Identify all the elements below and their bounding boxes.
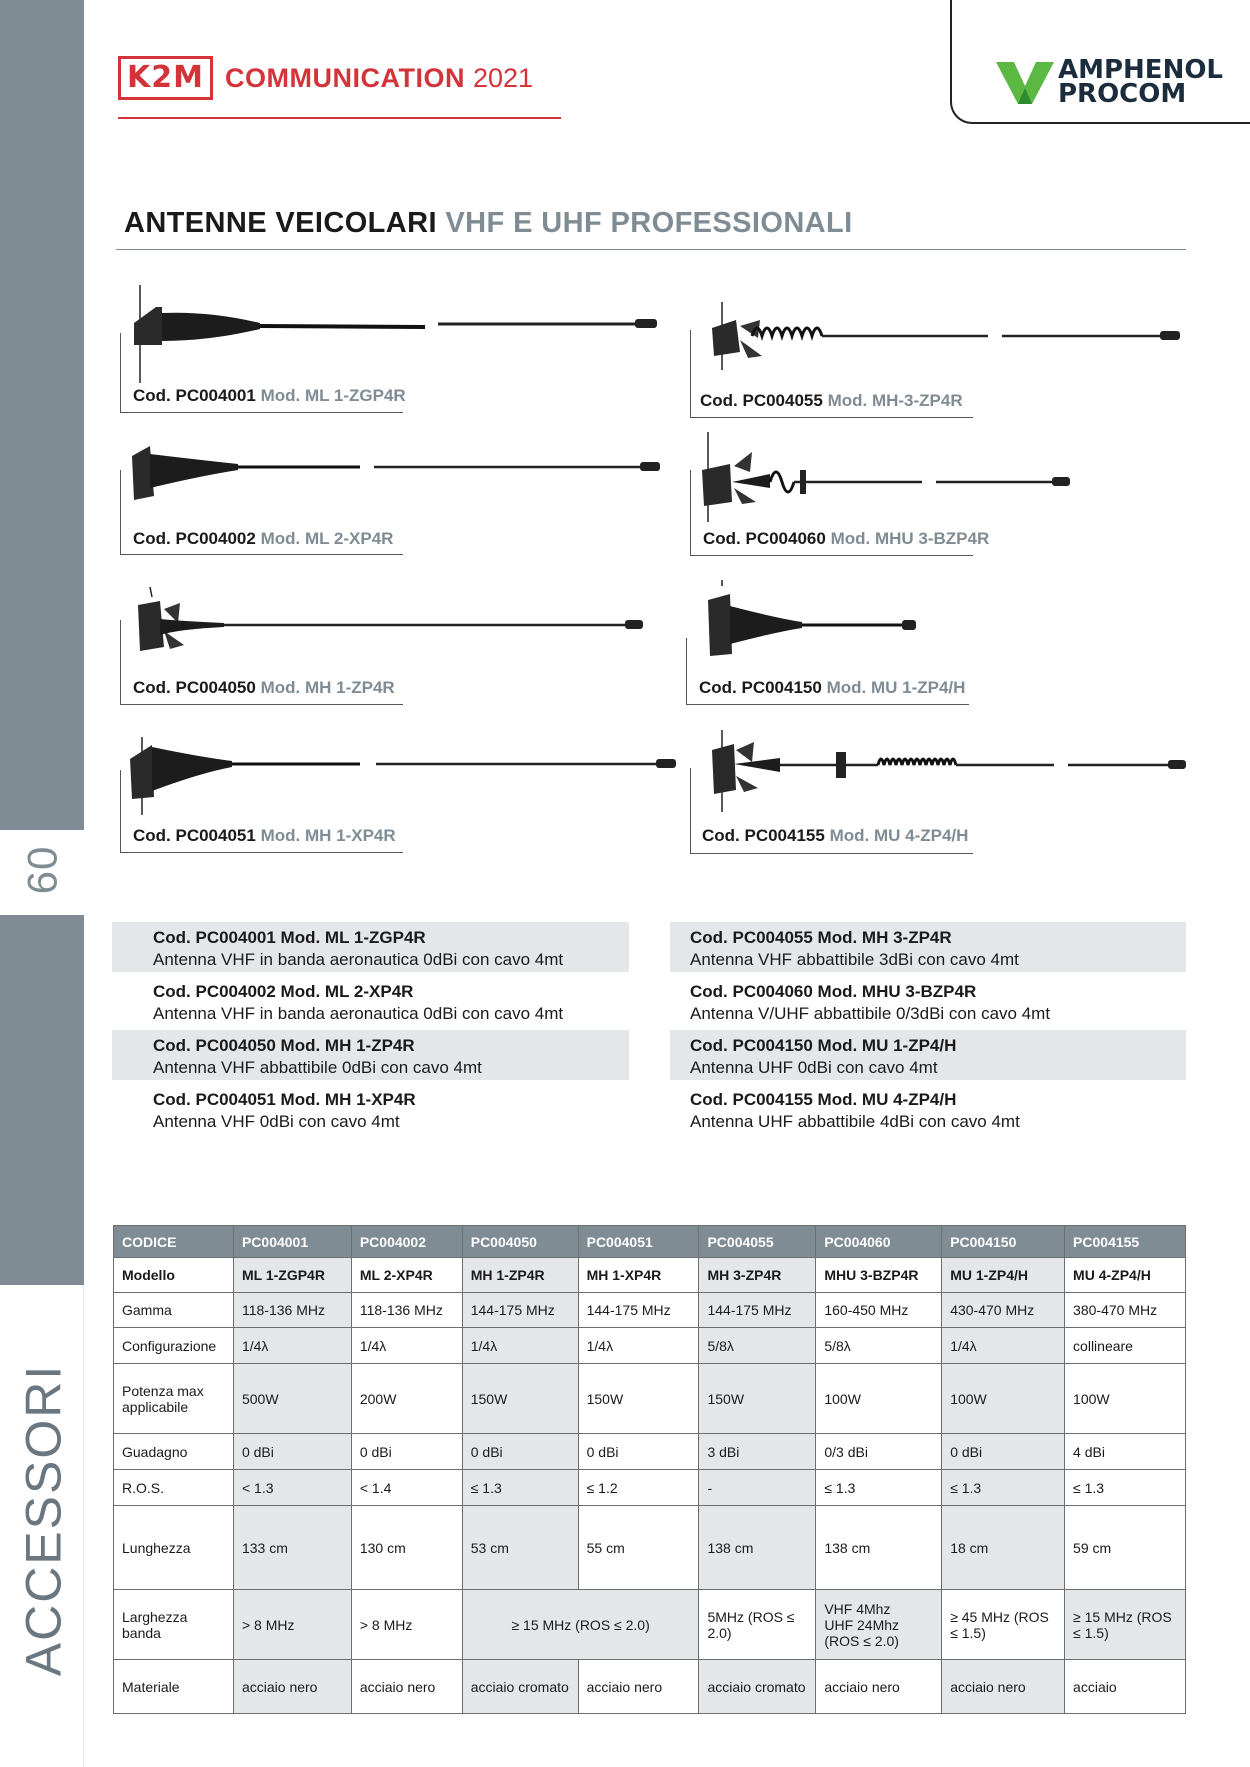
table-cell: 100W — [816, 1364, 942, 1434]
caption-rule-vertical — [120, 620, 121, 705]
table-cell: Gamma — [114, 1293, 234, 1328]
antenna-figure-pc004155 — [690, 728, 1190, 854]
table-cell: 430-470 MHz — [942, 1293, 1065, 1328]
table-cell: acciaio nero — [816, 1660, 942, 1714]
caption-rule-horizontal — [686, 704, 969, 705]
table-cell: MU 4-ZP4/H — [1065, 1258, 1186, 1293]
table-cell: - — [699, 1470, 816, 1506]
table-cell: acciaio nero — [578, 1660, 699, 1714]
table-cell: 1/4λ — [351, 1328, 462, 1364]
table-cell: 144-175 MHz — [462, 1293, 578, 1328]
caption-rule-vertical — [690, 768, 691, 854]
table-cell: 138 cm — [699, 1506, 816, 1590]
table-cell: ML 2-XP4R — [351, 1258, 462, 1293]
table-cell: MU 1-ZP4/H — [942, 1258, 1065, 1293]
page-title: ANTENNE VEICOLARI VHF E UHF PROFESSIONALI — [124, 207, 853, 239]
table-cell: > 8 MHz — [233, 1590, 351, 1660]
page-number: 60 — [18, 845, 65, 895]
caption-rule-horizontal — [120, 554, 403, 555]
antenna-figure-pc004150 — [686, 578, 1186, 705]
table-cell: 0 dBi — [462, 1434, 578, 1470]
description-item: Cod. PC004001 Mod. ML 1-ZGP4R Antenna VHF in banda aeronautica 0dBi con cavo 4mt — [153, 928, 564, 969]
table-cell: 0 dBi — [351, 1434, 462, 1470]
figure-caption: Cod. PC004050 Mod. MH 1-ZP4R — [133, 678, 395, 697]
caption-rule-vertical — [120, 470, 121, 555]
table-cell: 200W — [351, 1364, 462, 1434]
table-cell: collineare — [1065, 1328, 1186, 1364]
antenna-figure-pc004001 — [120, 283, 680, 413]
caption-rule-horizontal — [690, 417, 973, 418]
table-row-material — [114, 1660, 1186, 1714]
brand-title: COMMUNICATION — [224, 62, 465, 93]
table-cell: 0 dBi — [942, 1434, 1065, 1470]
table-cell: 1/4λ — [462, 1328, 578, 1364]
table-cell: Configurazione — [114, 1328, 234, 1364]
table-cell: MHU 3-BZP4R — [816, 1258, 942, 1293]
table-cell: 118-136 MHz — [233, 1293, 351, 1328]
caption-rule-vertical — [690, 470, 691, 556]
caption-rule-horizontal — [690, 555, 973, 556]
table-cell: Modello — [114, 1258, 234, 1293]
title-rule — [116, 249, 1186, 250]
table-cell: 4 dBi — [1065, 1434, 1186, 1470]
antenna-figure-pc004050 — [120, 585, 680, 705]
figure-caption: Cod. PC004055 Mod. MH-3-ZP4R — [700, 391, 963, 410]
spec-table — [113, 1225, 1186, 1714]
table-header-cell: PC004050 — [462, 1226, 578, 1258]
table-cell: 144-175 MHz — [699, 1293, 816, 1328]
table-row-gamma — [114, 1293, 1186, 1328]
antenna-figure-pc004060 — [690, 430, 1190, 556]
table-cell: 5/8λ — [816, 1328, 942, 1364]
section-label: ACCESSORI — [15, 1363, 72, 1677]
table-header-cell: PC004051 — [578, 1226, 699, 1258]
table-row-length — [114, 1506, 1186, 1590]
brand-underline — [118, 117, 561, 119]
table-cell: 130 cm — [351, 1506, 462, 1590]
caption-rule-horizontal — [120, 412, 403, 413]
table-cell: ≤ 1.3 — [462, 1470, 578, 1506]
table-cell: acciaio cromato — [462, 1660, 578, 1714]
table-cell: 150W — [462, 1364, 578, 1434]
table-cell: 160-450 MHz — [816, 1293, 942, 1328]
table-cell: Materiale — [114, 1660, 234, 1714]
table-cell: 100W — [1065, 1364, 1186, 1434]
table-cell: ML 1-ZGP4R — [233, 1258, 351, 1293]
table-cell: 380-470 MHz — [1065, 1293, 1186, 1328]
antenna-figure-pc004051 — [120, 735, 680, 853]
figure-caption: Cod. PC004060 Mod. MHU 3-BZP4R — [703, 529, 990, 548]
table-cell: 118-136 MHz — [351, 1293, 462, 1328]
table-cell: Lunghezza — [114, 1506, 234, 1590]
brand-header — [118, 56, 533, 100]
table-cell: Larghezza banda — [114, 1590, 234, 1660]
caption-rule-horizontal — [690, 853, 973, 854]
table-cell: 150W — [699, 1364, 816, 1434]
table-cell: ≤ 1.3 — [1065, 1470, 1186, 1506]
sidebar-band-middle — [0, 915, 84, 1285]
caption-rule-vertical — [120, 770, 121, 853]
table-cell: < 1.4 — [351, 1470, 462, 1506]
table-cell: 18 cm — [942, 1506, 1065, 1590]
table-cell: ≥ 15 MHz (ROS ≤ 2.0) — [462, 1590, 699, 1660]
table-cell: 59 cm — [1065, 1506, 1186, 1590]
table-cell: 5/8λ — [699, 1328, 816, 1364]
table-cell: < 1.3 — [233, 1470, 351, 1506]
table-cell: 0/3 dBi — [816, 1434, 942, 1470]
table-header-cell: PC004055 — [699, 1226, 816, 1258]
table-cell: > 8 MHz — [351, 1590, 462, 1660]
table-cell: 53 cm — [462, 1506, 578, 1590]
table-cell: 5MHz (ROS ≤ 2.0) — [699, 1590, 816, 1660]
table-header-cell: PC004001 — [233, 1226, 351, 1258]
table-cell: 0 dBi — [578, 1434, 699, 1470]
figure-caption: Cod. PC004051 Mod. MH 1-XP4R — [133, 826, 396, 845]
table-cell: VHF 4Mhz UHF 24Mhz (ROS ≤ 2.0) — [816, 1590, 942, 1660]
table-header-row — [114, 1226, 1186, 1258]
table-cell: MH 3-ZP4R — [699, 1258, 816, 1293]
description-item: Cod. PC004150 Mod. MU 1-ZP4/H Antenna UHF 0dBi con cavo 4mt — [690, 1036, 957, 1077]
table-cell: ≤ 1.3 — [942, 1470, 1065, 1506]
table-cell: 133 cm — [233, 1506, 351, 1590]
figure-caption: Cod. PC004150 Mod. MU 1-ZP4/H — [699, 678, 966, 697]
table-cell: 144-175 MHz — [578, 1293, 699, 1328]
table-cell: 100W — [942, 1364, 1065, 1434]
description-item: Cod. PC004060 Mod. MHU 3-BZP4R Antenna V/UHF abbattibile 0/3dBi con cavo 4mt — [690, 982, 1051, 1023]
table-cell: ≤ 1.2 — [578, 1470, 699, 1506]
k2m-logo: K2M — [118, 56, 213, 100]
table-cell: Guadagno — [114, 1434, 234, 1470]
table-row-model — [114, 1258, 1186, 1293]
table-row-bandwidth — [114, 1590, 1186, 1660]
table-cell: acciaio nero — [233, 1660, 351, 1714]
description-item: Cod. PC004055 Mod. MH 3-ZP4R Antenna VHF abbattibile 3dBi con cavo 4mt — [690, 928, 1019, 969]
table-cell: ≤ 1.3 — [816, 1470, 942, 1506]
table-cell: 1/4λ — [942, 1328, 1065, 1364]
table-cell: Potenza max applicabile — [114, 1364, 234, 1434]
table-row-power — [114, 1364, 1186, 1434]
description-item: Cod. PC004002 Mod. ML 2-XP4R Antenna VHF in banda aeronautica 0dBi con cavo 4mt — [153, 982, 564, 1023]
table-header-cell: CODICE — [114, 1226, 234, 1258]
antenna-figure-pc004002 — [120, 440, 680, 555]
antenna-figure-pc004055 — [690, 300, 1190, 418]
amphenol-logo-text: AMPHENOL PROCOM — [1058, 55, 1224, 109]
table-header-cell: PC004060 — [816, 1226, 942, 1258]
figure-caption: Cod. PC004155 Mod. MU 4-ZP4/H — [702, 826, 969, 845]
table-cell: ≥ 45 MHz (ROS ≤ 1.5) — [942, 1590, 1065, 1660]
table-cell: 3 dBi — [699, 1434, 816, 1470]
caption-rule-vertical — [686, 638, 687, 705]
table-row-ros — [114, 1470, 1186, 1506]
caption-rule-horizontal — [120, 852, 403, 853]
figure-caption: Cod. PC004002 Mod. ML 2-XP4R — [133, 529, 394, 548]
caption-rule-vertical — [120, 333, 121, 413]
table-header-cell: PC004150 — [942, 1226, 1065, 1258]
description-item: Cod. PC004155 Mod. MU 4-ZP4/H Antenna UHF abbattibile 4dBi con cavo 4mt — [690, 1090, 1020, 1131]
table-cell: acciaio nero — [351, 1660, 462, 1714]
amphenol-logo-icon — [994, 58, 1056, 108]
table-row-gain — [114, 1434, 1186, 1470]
table-cell: 1/4λ — [233, 1328, 351, 1364]
brand-year: 2021 — [472, 62, 534, 93]
table-cell: 55 cm — [578, 1506, 699, 1590]
table-cell: acciaio cromato — [699, 1660, 816, 1714]
table-cell: 150W — [578, 1364, 699, 1434]
table-cell: 1/4λ — [578, 1328, 699, 1364]
table-cell: 138 cm — [816, 1506, 942, 1590]
caption-rule-horizontal — [120, 704, 403, 705]
table-cell: R.O.S. — [114, 1470, 234, 1506]
table-cell: acciaio — [1065, 1660, 1186, 1714]
table-header-cell: PC004002 — [351, 1226, 462, 1258]
description-item: Cod. PC004050 Mod. MH 1-ZP4R Antenna VHF abbattibile 0dBi con cavo 4mt — [153, 1036, 482, 1077]
table-cell: ≥ 15 MHz (ROS ≤ 1.5) — [1065, 1590, 1186, 1660]
table-header-cell: PC004155 — [1065, 1226, 1186, 1258]
table-cell: 500W — [233, 1364, 351, 1434]
figure-caption: Cod. PC004001 Mod. ML 1-ZGP4R — [133, 386, 406, 405]
table-cell: MH 1-XP4R — [578, 1258, 699, 1293]
table-cell: MH 1-ZP4R — [462, 1258, 578, 1293]
sidebar-band-top — [0, 0, 84, 830]
caption-rule-vertical — [690, 330, 691, 418]
description-item: Cod. PC004051 Mod. MH 1-XP4R Antenna VHF 0dBi con cavo 4mt — [153, 1090, 416, 1131]
table-cell: 0 dBi — [233, 1434, 351, 1470]
table-row-config — [114, 1328, 1186, 1364]
table-cell: acciaio nero — [942, 1660, 1065, 1714]
